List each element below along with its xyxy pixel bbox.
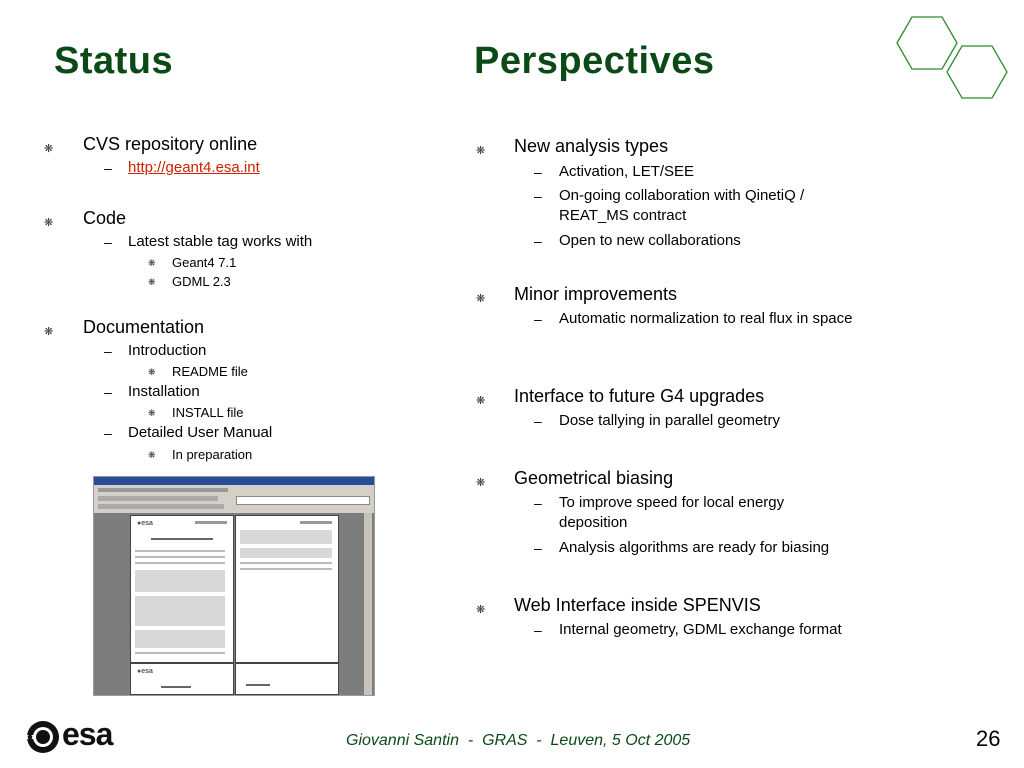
dash-bullet: –: [104, 384, 112, 400]
asterisk-bullet-icon: ❋: [44, 143, 54, 155]
list-subitem: On-going collaboration with QinetiQ / REAT_MS contract: [559, 187, 805, 224]
list-subitem: Internal geometry, GDML exchange format: [559, 621, 842, 638]
asterisk-bullet-icon: ❋: [476, 604, 486, 616]
asterisk-bullet-icon: ❋: [476, 395, 486, 407]
dash-bullet: –: [534, 622, 542, 638]
list-item: Minor improvements: [514, 284, 678, 304]
dash-bullet: –: [534, 540, 542, 556]
list-item: Interface to future G4 upgrades: [514, 386, 765, 406]
list-subitem: Introduction: [128, 342, 207, 359]
dash-bullet: –: [104, 234, 112, 250]
list-subitem: Automatic normalization to real flux in space: [559, 310, 853, 327]
asterisk-bullet-icon: ❋: [476, 145, 486, 157]
dash-bullet: –: [534, 233, 542, 249]
list-subitem: Detailed User Manual: [128, 424, 273, 441]
esa-logo: [24, 716, 124, 758]
list-item: Web Interface inside SPENVIS: [514, 595, 761, 615]
list-subitem: Activation, LET/SEE: [559, 163, 695, 180]
asterisk-bullet-icon: ❋: [476, 477, 486, 489]
dash-bullet: –: [534, 164, 542, 180]
dash-bullet: –: [534, 311, 542, 327]
asterisk-bullet-icon: ❋: [148, 408, 156, 418]
list-subitem: Installation: [128, 383, 200, 400]
hexagon-decoration: [892, 14, 1012, 102]
list-subsubitem: INSTALL file: [172, 405, 244, 420]
list-item: Documentation: [83, 317, 205, 337]
geant4-link[interactable]: [128, 158, 260, 178]
geant4-link-text[interactable]: http://geant4.esa.int: [128, 159, 260, 176]
screenshot-titlebar: [94, 477, 374, 485]
dash-bullet: –: [534, 188, 542, 204]
list-item: Geometrical biasing: [514, 468, 674, 488]
esa-logo-mark: [24, 718, 62, 756]
list-subsubitem: README file: [172, 364, 248, 379]
dash-bullet: –: [104, 160, 112, 176]
list-item: Code: [83, 208, 127, 228]
manual-screenshot-image: [93, 476, 375, 696]
screenshot-page: [235, 663, 339, 695]
list-subitem: Open to new collaborations: [559, 232, 741, 249]
list-item: CVS repository online: [83, 134, 258, 154]
list-subitem: Dose tallying in parallel geometry: [559, 412, 780, 429]
asterisk-bullet-icon: ❋: [148, 277, 156, 287]
asterisk-bullet-icon: ❋: [44, 217, 54, 229]
asterisk-bullet-icon: ❋: [148, 367, 156, 377]
screenshot-page: [235, 515, 339, 663]
asterisk-bullet-icon: ❋: [476, 293, 486, 305]
footer-text: Giovanni Santin - GRAS - Leuven, 5 Oct 2005: [346, 732, 691, 749]
list-item: New analysis types: [514, 136, 669, 156]
asterisk-bullet-icon: ❋: [148, 450, 156, 460]
right-title: Perspectives: [474, 40, 715, 82]
list-subsubitem: GDML 2.3: [172, 274, 231, 289]
dash-bullet: –: [534, 495, 542, 511]
asterisk-bullet-icon: ❋: [44, 326, 54, 338]
screenshot-page: ●esa: [130, 663, 234, 695]
screenshot-page: ●esa: [130, 515, 234, 663]
list-subitem: Latest stable tag works with: [128, 233, 313, 250]
dash-bullet: –: [104, 425, 112, 441]
list-subsubitem: In preparation: [172, 447, 253, 462]
page-number: 26: [976, 726, 1001, 751]
asterisk-bullet-icon: ❋: [148, 258, 156, 268]
list-subitem: Analysis algorithms are ready for biasing: [559, 539, 830, 556]
esa-logo-text: esa: [62, 716, 113, 752]
list-subsubitem: Geant4 7.1: [172, 255, 237, 270]
screenshot-scrollbar: [364, 513, 372, 695]
dash-bullet: –: [104, 343, 112, 359]
list-subitem: To improve speed for local energy deposition: [559, 494, 785, 531]
screenshot-toolbar: [94, 485, 374, 513]
dash-bullet: –: [534, 413, 542, 429]
left-title: Status: [54, 40, 174, 82]
